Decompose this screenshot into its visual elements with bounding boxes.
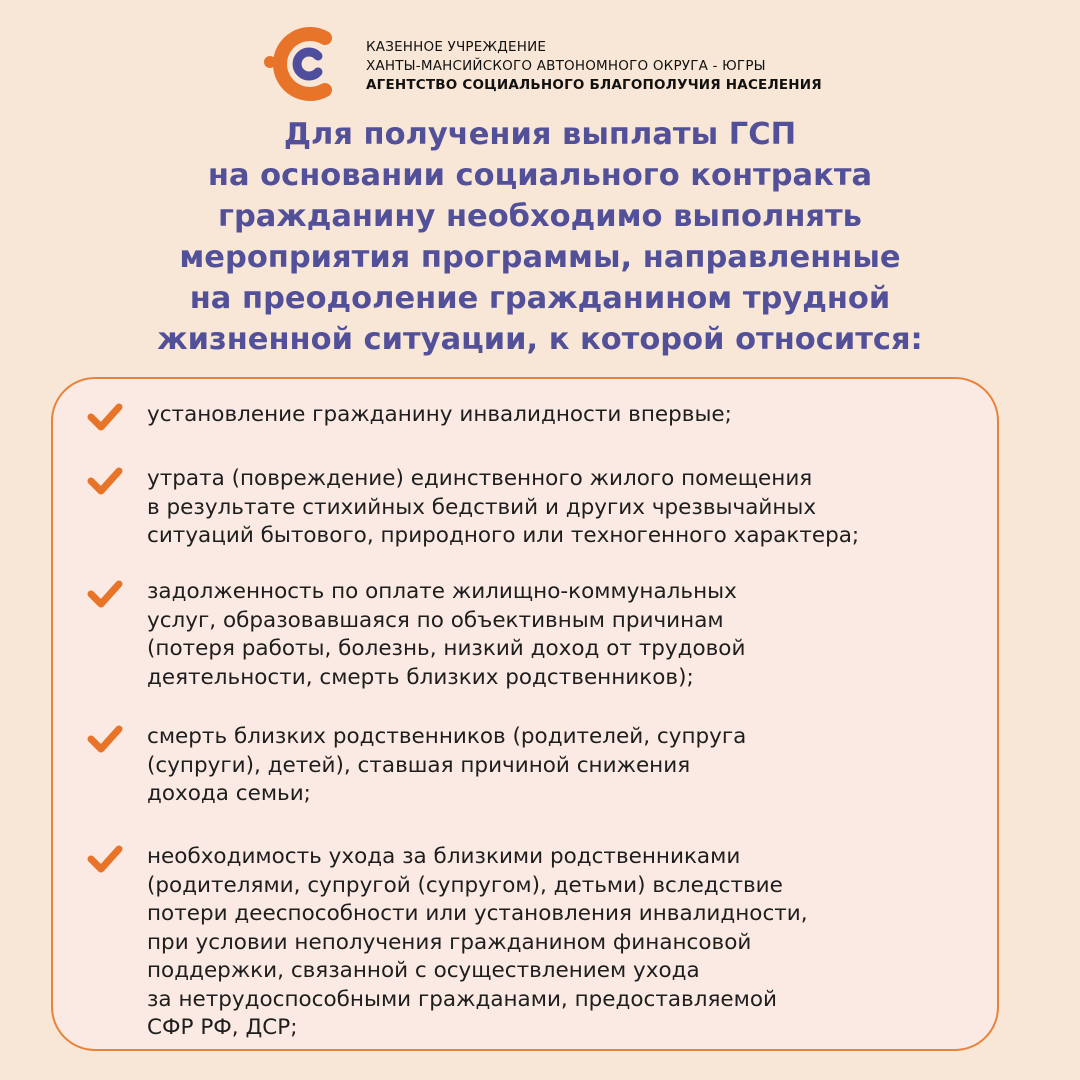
list-item-line: (родителями, супругой (супругом), детьми) вследствие: [147, 872, 783, 898]
list-item-line: деятельности, смерть близких родственников);: [147, 664, 694, 690]
list-item-line: дохода семьи;: [147, 781, 311, 806]
org-line-2: ХАНТЫ-МАНСИЙСКОГО АВТОНОМНОГО ОКРУГА - ЮГРЫ: [366, 57, 766, 74]
org-line-1: КАЗЕННОЕ УЧРЕЖДЕНИЕ: [366, 38, 547, 55]
list-item-line: потери дееспособности или установления инвалидности,: [147, 901, 808, 926]
page-title: [40, 114, 1040, 360]
list-item-line: (потеря работы, болезнь, низкий доход от трудовой: [147, 636, 746, 661]
list-item-text: [147, 843, 981, 1043]
list-item-line: ситуаций бытового, природного или техногенного характера;: [147, 523, 860, 548]
list-item-text: [147, 723, 981, 809]
checkmark-icon: [87, 843, 123, 875]
list-item-line: за нетрудоспособными гражданами, предоставляемой: [147, 986, 777, 1012]
list-item-line: утрата (повреждение) единственного жилого помещения: [147, 466, 813, 491]
list-item-line: СФР РФ, ДСР;: [147, 1015, 298, 1040]
title-line: на преодоление гражданином трудной: [189, 281, 891, 316]
list-item-line: задолженность по оплате жилищно-коммунальных: [147, 579, 737, 604]
list-item-line: необходимость ухода за близкими родственниками: [147, 844, 741, 869]
list-item-line: при условии неполучения гражданином финансовой: [147, 929, 752, 955]
list-item-text: [147, 578, 981, 692]
list-item-line: (супруги), детей), ставшая причиной снижения: [147, 752, 691, 778]
organization-name: [366, 38, 822, 95]
agency-logo-icon: [262, 18, 358, 114]
title-line: Для получения выплаты ГСП: [283, 117, 797, 152]
list-item-line: установление гражданину инвалидности впервые;: [147, 402, 732, 427]
conditions-card: [51, 377, 999, 1051]
title-line: на основании социального контракта: [207, 158, 873, 193]
list-item-text: [147, 465, 981, 551]
list-item-line: поддержки, связанной с осуществлением ухода: [147, 958, 700, 983]
list-item-line: смерть близких родственников (родителей, супруга: [147, 724, 747, 749]
header: [262, 18, 822, 114]
checkmark-icon: [87, 465, 123, 497]
list-item-line: в результате стихийных бедствий и других чрезвычайных: [147, 494, 817, 520]
title-line: гражданину необходимо выполнять: [218, 199, 862, 234]
org-line-3: АГЕНТСТВО СОЦИАЛЬНОГО БЛАГОПОЛУЧИЯ НАСЕЛЕНИЯ: [366, 76, 822, 93]
checkmark-icon: [87, 723, 123, 755]
checkmark-icon: [87, 401, 123, 433]
list-item-text: [147, 401, 981, 430]
title-line: мероприятия программы, направленные: [179, 240, 901, 275]
checkmark-icon: [87, 578, 123, 610]
title-line: жизненной ситуации, к которой относится:: [157, 322, 923, 357]
list-item-line: услуг, образовавшаяся по объективным причинам: [147, 607, 724, 633]
